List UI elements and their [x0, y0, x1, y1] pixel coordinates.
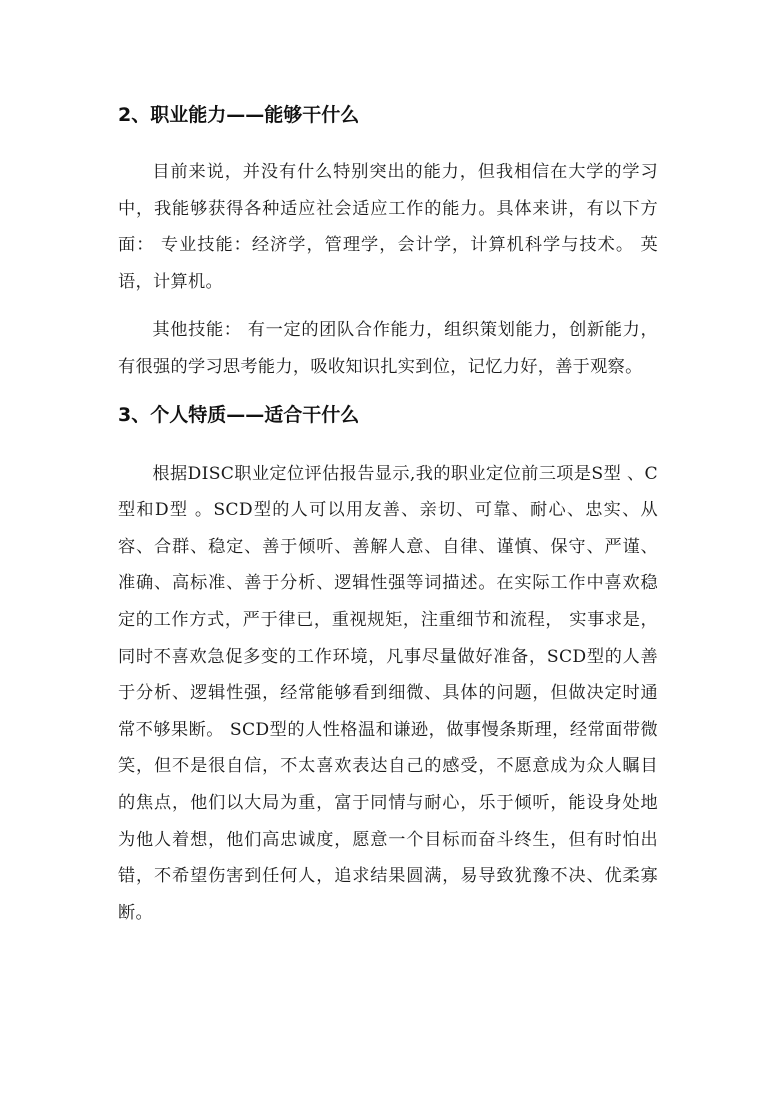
paragraph-disc-report: 根据DISC职业定位评估报告显示,我的职业定位前三项是S型 、C型和D型 。SCD型的人可以用友善、亲切、可靠、耐心、忠实、从容、合群、稳定、善于倾听、善解人意、自律、谨慎、保守、严谨、准确、高标准、善于分析、逻辑性强等词描述。在实际工作中喜欢稳定的工作方式，严于律已，重视规矩，注重细节和流程， 实事求是，同时不喜欢急促多变的工作环境，凡事尽量做好准备，SCD型的人善于分析、逻辑性强，经常能够看到细微、具体的问题，但做决定时通常不够果断。 SCD型的人性格温和谦逊，做事慢条斯理，经常面带微笑，但不是很自信，不太喜欢表达自己的感受，不愿意成为众人瞩目的焦点，他们以大局为重，富于同情与耐心，乐于倾听，能设身处地为他人着想，他们高忠诚度，愿意一个目标而奋斗终生，但有时怕出错，不希望伤害到任何人，追求结果圆满，易导致犹豫不决、优柔寡断。 [118, 463, 658, 923]
section-heading-personal-traits: 3、个人特质——适合干什么 [118, 403, 360, 426]
paragraph-current-ability: 目前来说，并没有什么特别突出的能力，但我相信在大学的学习中，我能够获得各种适应社会适应工作的能力。具体来讲，有以下方面： 专业技能：经济学，管理学，会计学，计算机科学与技术。 英语，计算机。 [118, 162, 658, 292]
section-heading-career-ability: 2、职业能力——能够干什么 [118, 104, 360, 126]
paragraph-other-skills: 其他技能： 有一定的团队合作能力，组织策划能力，创新能力，有很强的学习思考能力，吸收知识扎实到位，记忆力好，善于观察。 [118, 320, 658, 377]
document-body [118, 96, 658, 931]
